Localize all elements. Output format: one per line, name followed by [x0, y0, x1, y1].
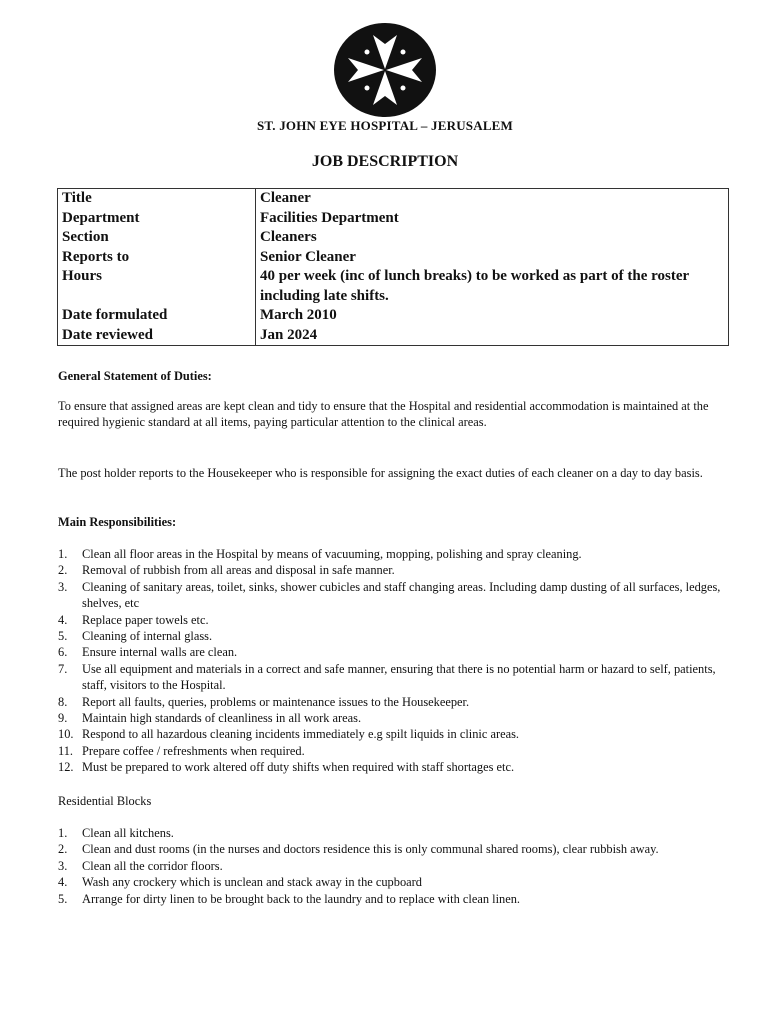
field-value: 40 per week (inc of lunch breaks) to be worked as part of the roster including late shifts.: [256, 267, 729, 306]
reporting-paragraph: The post holder reports to the Housekeeper who is responsible for assigning the exact duties of each cleaner on a day to day basis.: [58, 466, 703, 480]
main-responsibilities-list: [58, 546, 730, 776]
list-item: 2. Clean and dust rooms (in the nurses and doctors residence this is only communal shared rooms), clear rubbish away.: [58, 842, 659, 857]
table-row: [58, 248, 729, 268]
general-duties-paragraph: To ensure that assigned areas are kept clean and tidy to ensure that the Hospital and residential accommodation is maintained at the required hygienic standard at all items, paying particular attention to the clinical areas.: [58, 399, 709, 430]
list-item: 3. Cleaning of sanitary areas, toilet, sinks, shower cubicles and staff changing areas. Including damp dusting of all surfaces, ledges, shelves, etc: [58, 579, 721, 611]
list-item: 4. Wash any crockery which is unclean and stack away in the cupboard: [58, 875, 422, 890]
field-label: Reports to: [58, 248, 256, 268]
field-label: Date formulated: [58, 306, 256, 326]
field-value: March 2010: [256, 306, 729, 326]
table-row: [58, 326, 729, 346]
list-item: 3. Clean all the corridor floors.: [58, 858, 223, 873]
list-item: 9. Maintain high standards of cleanliness in all work areas.: [58, 711, 362, 726]
table-row: [58, 228, 729, 248]
list-item: 6. Ensure internal walls are clean.: [58, 645, 238, 660]
document-title: JOB DESCRIPTION: [311, 153, 459, 170]
organization-name: ST. JOHN EYE HOSPITAL – JERUSALEM: [256, 118, 514, 133]
list-item: 5. Arrange for dirty linen to be brought back to the laundry and to replace with clean linen.: [58, 891, 520, 906]
list-item: 1. Clean all kitchens.: [58, 826, 174, 840]
field-label: Hours: [58, 267, 256, 306]
list-item: 2. Removal of rubbish from all areas and disposal in safe manner.: [58, 563, 395, 578]
job-info-table: [57, 188, 729, 346]
table-row: [58, 267, 729, 306]
field-value: Cleaners: [256, 228, 729, 248]
list-item: 12. Must be prepared to work altered off duty shifts when required with staff shortages etc.: [58, 760, 515, 775]
field-label: Section: [58, 228, 256, 248]
list-item: 5. Cleaning of internal glass.: [58, 629, 213, 644]
field-label: Department: [58, 209, 256, 229]
table-row: [58, 209, 729, 229]
residential-blocks-heading: Residential Blocks: [58, 794, 152, 808]
field-label: Date reviewed: [58, 326, 256, 346]
list-item: 10. Respond to all hazardous cleaning incidents immediately e.g spilt liquids in clinic areas.: [58, 727, 520, 742]
list-item: 8. Report all faults, queries, problems or maintenance issues to the Housekeeper.: [58, 694, 470, 709]
table-row: [58, 306, 729, 326]
residential-blocks-list: [58, 825, 730, 907]
list-item: 7. Use all equipment and materials in a correct and safe manner, ensuring that there is no potential harm or hazard to self, patients, staff, visitors to the Hospital.: [58, 661, 716, 693]
field-value: Jan 2024: [256, 326, 729, 346]
field-label: Title: [58, 189, 256, 209]
field-value: Senior Cleaner: [256, 248, 729, 268]
list-item: 11. Prepare coffee / refreshments when required.: [58, 743, 305, 758]
list-item: 4. Replace paper towels etc.: [58, 612, 209, 627]
list-item: 1. Clean all floor areas in the Hospital by means of vacuuming, mopping, polishing and spray cleaning.: [58, 547, 582, 561]
field-value: Facilities Department: [256, 209, 729, 229]
field-value: Cleaner: [256, 189, 729, 209]
maltese-cross-emblem-icon: [333, 22, 437, 118]
general-duties-heading: General Statement of Duties:: [58, 369, 212, 383]
table-row: [58, 189, 729, 209]
main-responsibilities-heading: Main Responsibilities:: [58, 515, 177, 529]
